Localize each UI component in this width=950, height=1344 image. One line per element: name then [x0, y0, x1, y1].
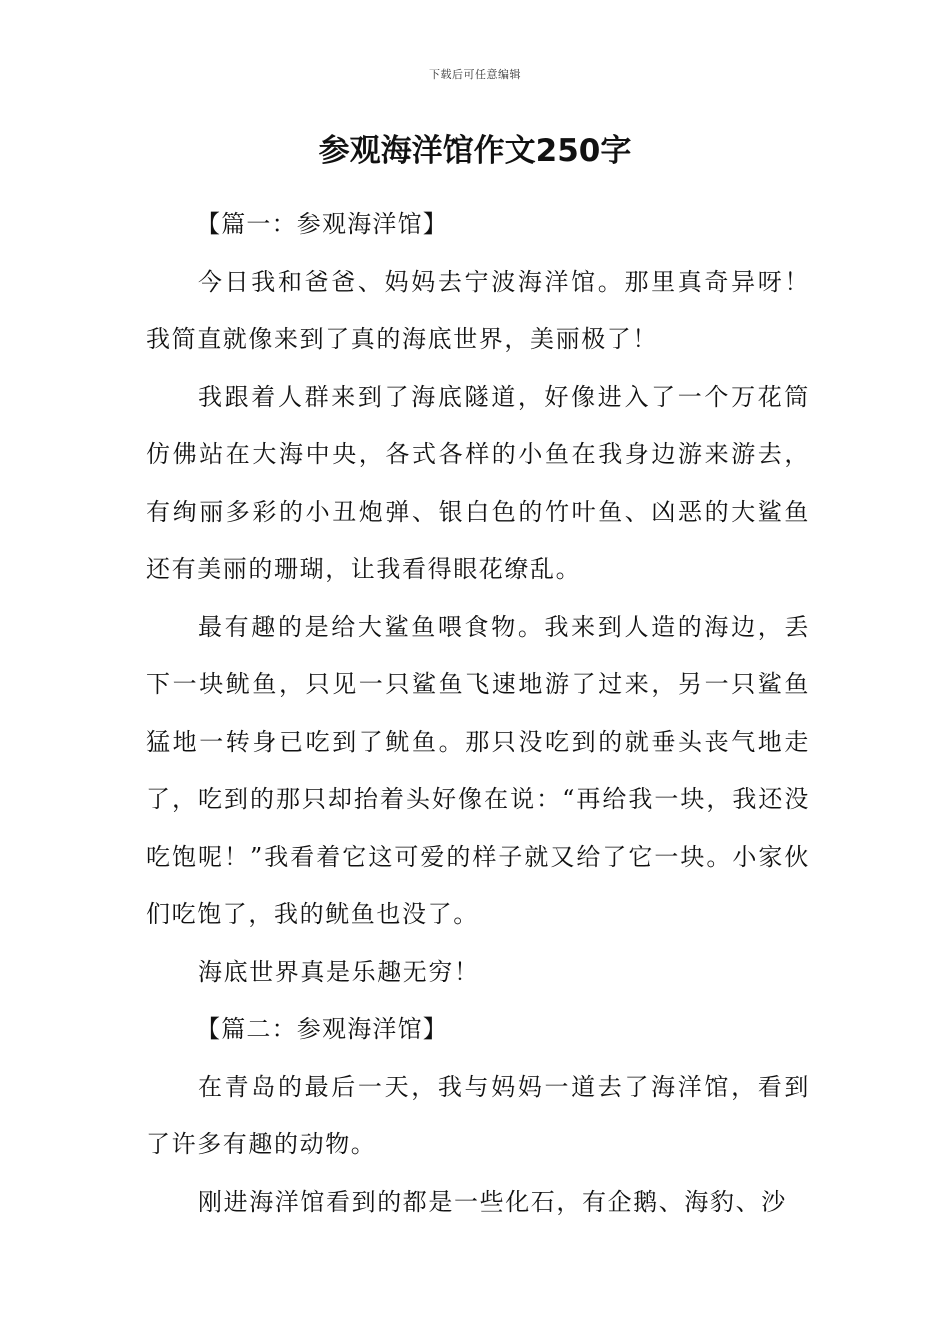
- header-note: 下载后可任意编辑: [429, 68, 521, 81]
- section-heading-1: 【篇一：参观海洋馆】: [196, 210, 448, 238]
- paragraph: 刚进海洋馆看到的都是一些化石，有企鹅、海豹、沙: [198, 1187, 787, 1216]
- paragraph: 今日我和爸爸、妈妈去宁波海洋馆。那里真奇异呀！我简直就像来到了真的海底世界，美丽极了！: [146, 267, 810, 353]
- section-heading-2: 【篇二：参观海洋馆】: [196, 1015, 448, 1043]
- paragraph: 我跟着人群来到了海底隧道，好像进入了一个万花筒仿佛站在大海中央，各式各样的小鱼在我身边游来游去，有绚丽多彩的小丑炮弹、银白色的竹叶鱼、凶恶的大鲨鱼还有美丽的珊瑚，让我看得眼花缭乱。: [146, 382, 810, 583]
- paragraph: 海底世界真是乐趣无穷！: [198, 957, 480, 986]
- paragraph: 在青岛的最后一天，我与妈妈一道去了海洋馆，看到了许多有趣的动物。: [146, 1072, 810, 1158]
- document-body: [146, 196, 810, 1231]
- document-title: 参观海洋馆作文250字: [318, 133, 632, 169]
- paragraph: 最有趣的是给大鲨鱼喂食物。我来到人造的海边，丢下一块鱿鱼，只见一只鲨鱼飞速地游了过来，另一只鲨鱼猛地一转身已吃到了鱿鱼。那只没吃到的就垂头丧气地走了，吃到的那只却抬着头好像在说：“再给我一块，我还没吃饱呢！”我看着它这可爱的样子就又给了它一块。小家伙们吃饱了，我的鱿鱼也没了。: [146, 612, 810, 928]
